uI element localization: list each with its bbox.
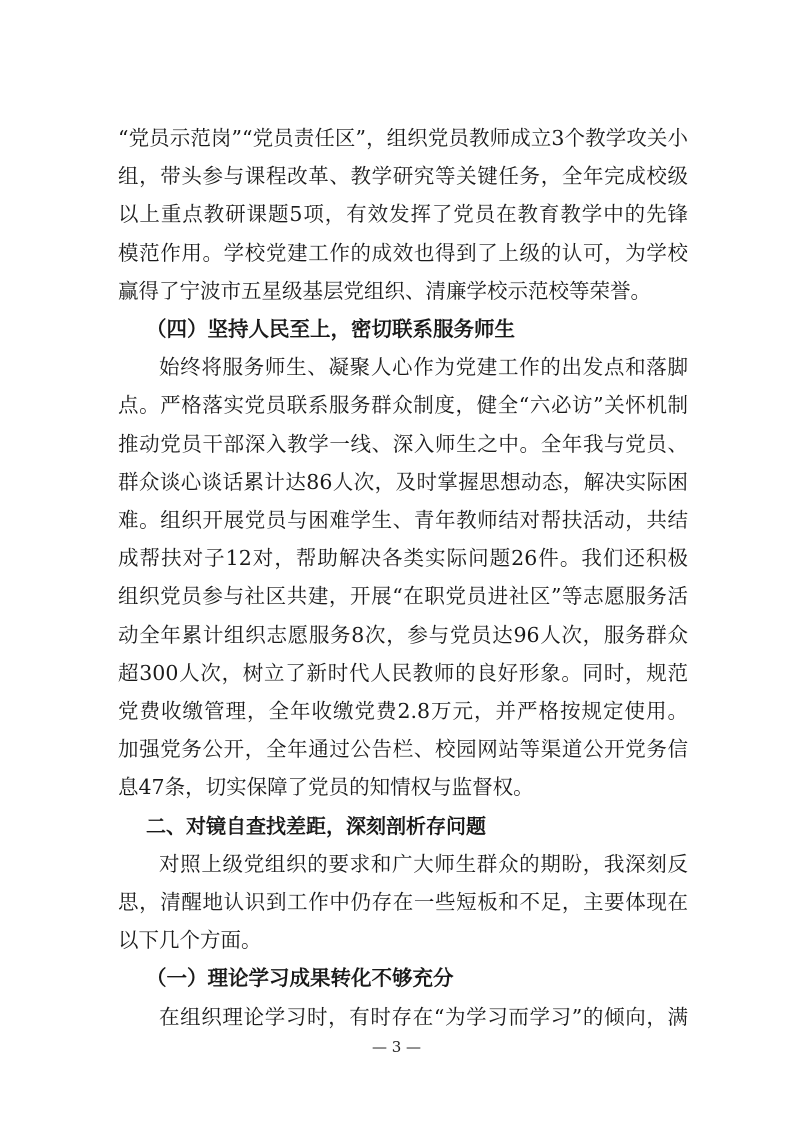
body-text-line: 在组织理论学习时，有时存在“为学习而学习”的倾向，满: [159, 1005, 688, 1029]
body-text-line: “党员示范岗”“党员责任区”，组织党员教师成立3个教学攻关小: [118, 126, 688, 150]
body-text-line: 以下几个方面。: [118, 928, 262, 952]
section-subheading: （一）理论学习成果转化不够充分: [146, 966, 454, 990]
body-text-line: 动全年累计组织志愿服务8次，参与党员达96人次，服务群众: [118, 623, 688, 647]
body-text-line: 赢得了宁波市五星级基层党组织、清廉学校示范校等荣誉。: [118, 279, 651, 303]
section-heading: 二、对镜自查找差距，深刻剖析存问题: [146, 814, 486, 838]
body-text-line: 息47条，切实保障了党员的知情权与监督权。: [118, 775, 534, 799]
body-text-line: 点。严格落实党员联系服务群众制度，健全“六必访”关怀机制: [118, 393, 688, 417]
section-subheading: （四）坚持人民至上，密切联系服务师生: [146, 317, 515, 341]
body-text-line: 以上重点教研课题5项，有效发挥了党员在教育教学中的先锋: [118, 202, 688, 226]
body-text-line: 模范作用。学校党建工作的成效也得到了上级的认可，为学校: [118, 241, 688, 265]
body-text-line: 推动党员干部深入教学一线、深入师生之中。全年我与党员、: [118, 432, 688, 456]
page-number: — 3 —: [371, 1038, 422, 1056]
body-text-line: 对照上级党组织的要求和广大师生群众的期盼，我深刻反: [159, 852, 688, 876]
body-text-line: 思，清醒地认识到工作中仍存在一些短板和不足，主要体现在: [118, 890, 688, 914]
body-text-line: 始终将服务师生、凝聚人心作为党建工作的出发点和落脚: [159, 355, 688, 379]
body-text-line: 群众谈心谈话累计达86人次，及时掌握思想动态，解决实际困: [118, 470, 688, 494]
body-text-line: 成帮扶对子12对，帮助解决各类实际问题26件。我们还积极: [118, 546, 688, 570]
body-text-line: 超300人次，树立了新时代人民教师的良好形象。同时，规范: [118, 661, 688, 685]
body-text-line: 组织党员参与社区共建，开展“在职党员进社区”等志愿服务活: [118, 584, 688, 608]
body-text-line: 组，带头参与课程改革、教学研究等关键任务，全年完成校级: [118, 164, 688, 188]
body-text-line: 加强党务公开，全年通过公告栏、校园网站等渠道公开党务信: [118, 737, 688, 761]
body-text-line: 难。组织开展党员与困难学生、青年教师结对帮扶活动，共结: [118, 508, 688, 532]
body-text-line: 党费收缴管理，全年收缴党费2.8万元，并严格按规定使用。: [118, 699, 688, 723]
